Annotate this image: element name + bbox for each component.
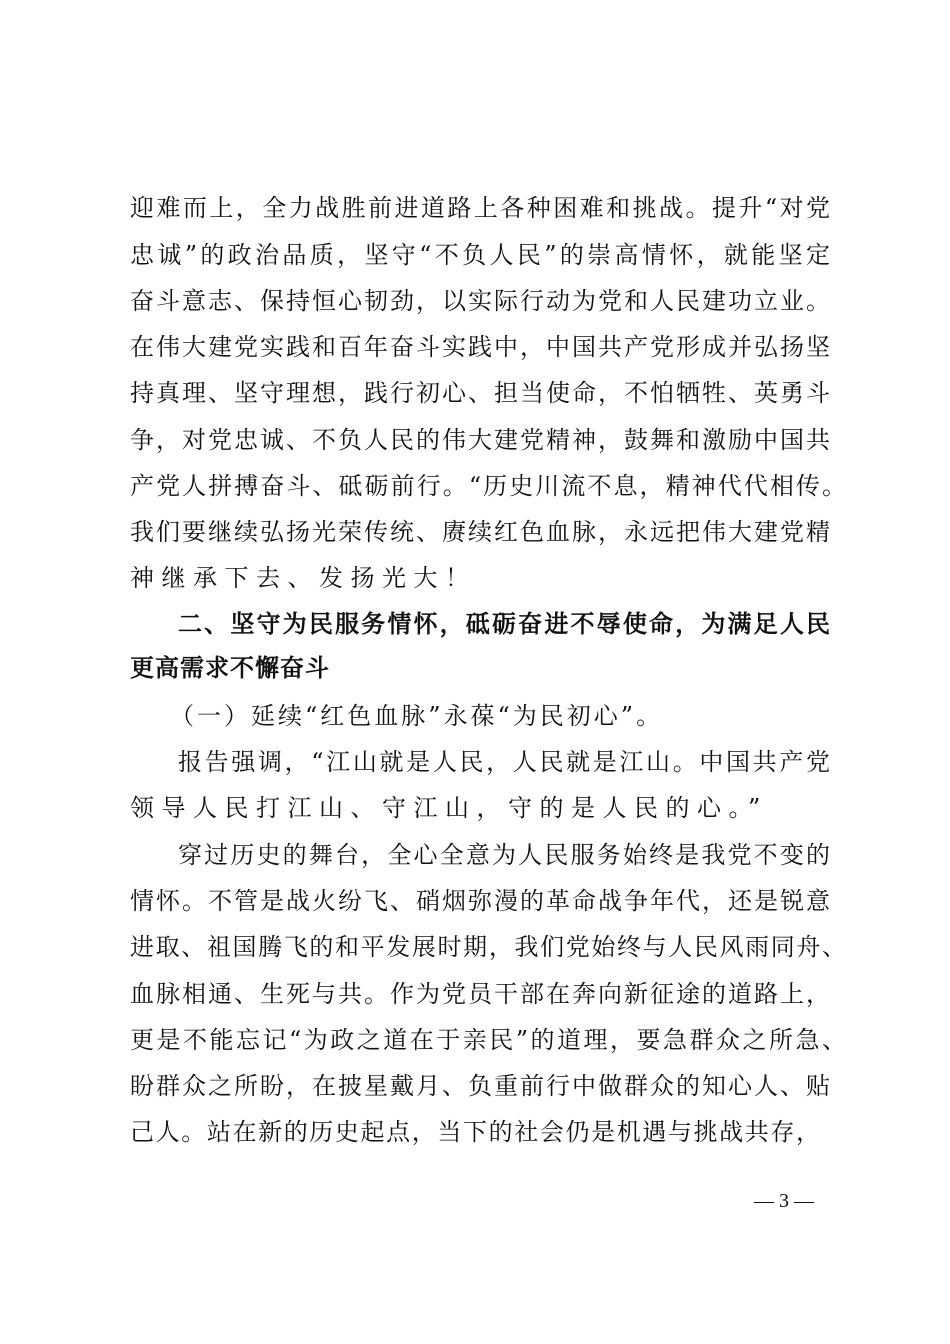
- text-line: 盼群众之所盼，在披星戴月、负重前行中做群众的知心人、贴: [130, 1072, 830, 1100]
- text-line: 在伟大建党实践和百年奋斗实践中，中国共产党形成并弘扬坚: [130, 333, 830, 361]
- text-line: 迎难而上，全力战胜前进道路上各种困难和挑战。提升“对党: [130, 194, 830, 222]
- text-line: 进取、祖国腾飞的和平发展时期，我们党始终与人民风雨同舟、: [130, 933, 846, 961]
- text-line: 穿过历史的舞台，全心全意为人民服务始终是我党不变的: [178, 841, 830, 869]
- text-line: 己人。站在新的历史起点，当下的社会仍是机遇与挑战共存，: [130, 1118, 820, 1146]
- text-line: 更是不能忘记“为政之道在于亲民”的道理，要急群众之所急、: [130, 1026, 846, 1054]
- text-line: 神继承下去、发扬光大！: [130, 564, 477, 592]
- text-line: 我们要继续弘扬光荣传统、赓续红色血脉，永远把伟大建党精: [130, 518, 830, 546]
- page-number: — 3 —: [754, 1190, 814, 1212]
- text-line: 血脉相通、生死与共。作为党员干部在奔向新征途的道路上，: [130, 980, 830, 1008]
- text-line: 领导人民打江山、守江山，守的是人民的心。”: [130, 794, 768, 822]
- text-line: 产党人拼搏奋斗、砥砺前行。“历史川流不息，精神代代相传。: [130, 472, 846, 500]
- text-line: 报告强调，“江山就是人民，人民就是江山。中国共产党: [178, 748, 830, 776]
- text-line: 奋斗意志、保持恒心韧劲，以实际行动为党和人民建功立业。: [130, 287, 830, 315]
- text-line: 持真理、坚守理想，践行初心、担当使命，不怕牺牲、英勇斗: [130, 379, 830, 407]
- text-line: 忠诚”的政治品质，坚守“不负人民”的崇高情怀，就能坚定: [130, 241, 830, 269]
- heading-line: 更高需求不懈奋斗: [130, 654, 330, 682]
- text-line: 争，对党忠诚、不负人民的伟大建党精神，鼓舞和激励中国共: [130, 426, 830, 454]
- subsection-heading: （一）延续“红色血脉”永葆“为民初心”。: [170, 702, 664, 730]
- heading-line: 二、坚守为民服务情怀，砥砺奋进不辱使命，为满足人民: [178, 610, 830, 638]
- text-line: 情怀。不管是战火纷飞、硝烟弥漫的革命战争年代，还是锐意: [130, 887, 830, 915]
